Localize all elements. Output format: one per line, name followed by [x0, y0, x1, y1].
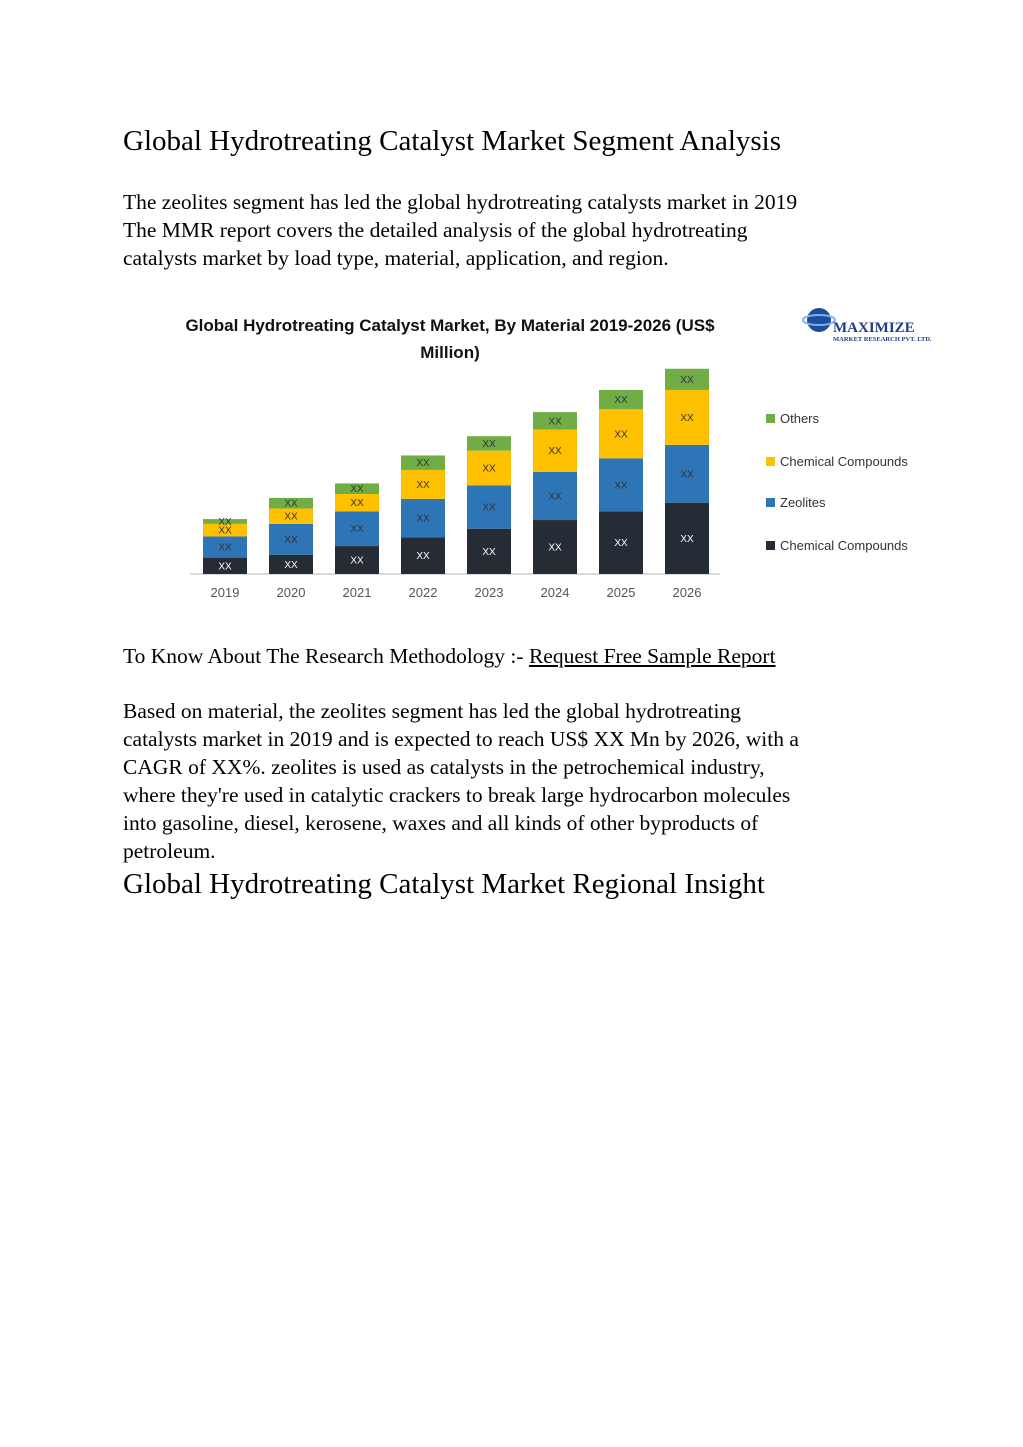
bar-value-label: XX — [284, 559, 298, 571]
bar-value-label: XX — [416, 479, 430, 491]
x-tick-label: 2019 — [210, 585, 240, 600]
bar-value-label: XX — [680, 412, 694, 424]
bar-value-label: XX — [416, 458, 430, 470]
legend-swatch — [766, 498, 775, 507]
legend-label: Zeolites — [780, 495, 826, 510]
bar-value-label: XX — [614, 429, 628, 441]
regional-insight-heading: Global Hydrotreating Catalyst Market Regional Insight — [123, 868, 765, 900]
x-ticks-group — [211, 585, 702, 600]
x-tick-label: 2021 — [342, 585, 372, 600]
x-tick-label: 2023 — [474, 585, 504, 600]
bar-value-label: XX — [350, 524, 364, 536]
intro-paragraph — [123, 188, 913, 272]
bar-value-label: XX — [482, 502, 496, 514]
bar-value-label: XX — [350, 484, 364, 496]
x-tick-label: 2020 — [276, 585, 306, 600]
bar-value-label: XX — [548, 542, 562, 554]
chart-title-line-1: Global Hydrotreating Catalyst Market, By Material 2019-2026 (US$ — [185, 316, 715, 335]
request-sample-link[interactable]: Request Free Sample Report — [528, 644, 776, 668]
bar-value-label: XX — [218, 525, 232, 537]
bar-value-label: XX — [548, 491, 562, 503]
bars-group — [203, 369, 709, 574]
bar-value-label: XX — [614, 480, 628, 492]
bar-value-label: XX — [218, 542, 232, 554]
bar-value-label: XX — [416, 513, 430, 525]
chart-title-line-2: Million) — [420, 343, 480, 362]
maximize-logo-graphic — [800, 304, 960, 348]
logo-tagline: MARKET RESEARCH PVT. LTD. — [833, 336, 932, 343]
body-line: into gasoline, diesel, kerosene, waxes and all kinds of other byproducts of — [123, 811, 759, 835]
bar-value-label: XX — [284, 498, 298, 510]
body-line: where they're used in catalytic crackers to break large hydrocarbon molecules — [123, 783, 791, 807]
legend-swatch — [766, 414, 775, 423]
bar-value-label: XX — [350, 555, 364, 567]
logo-name: MAXIMIZE — [833, 320, 915, 336]
bar-value-label: XX — [284, 534, 298, 546]
bar-value-label: XX — [482, 438, 496, 450]
intro-line: The MMR report covers the detailed analysis of the global hydrotreating — [123, 218, 748, 242]
segment-analysis-heading: Global Hydrotreating Catalyst Market Segment Analysis — [123, 125, 782, 157]
body-line: Based on material, the zeolites segment has led the global hydrotreating — [123, 699, 741, 723]
bar-value-label: XX — [614, 395, 628, 407]
legend-label: Chemical Compounds — [780, 538, 908, 553]
body-line: catalysts market in 2019 and is expected to reach US$ XX Mn by 2026, with a — [123, 727, 799, 751]
x-tick-label: 2026 — [672, 585, 702, 600]
x-tick-label: 2025 — [606, 585, 636, 600]
bar-value-label: XX — [548, 416, 562, 428]
legend-label: Chemical Compounds — [780, 454, 908, 469]
bar-value-label: XX — [482, 546, 496, 558]
x-tick-label: 2024 — [540, 585, 570, 600]
bar-value-label: XX — [350, 498, 364, 510]
bar-value-label: XX — [680, 374, 694, 386]
material-paragraph — [123, 697, 913, 865]
bar-value-label: XX — [416, 551, 430, 563]
intro-line: catalysts market by load type, material, application, and region. — [123, 246, 669, 270]
bar-value-label: XX — [218, 516, 232, 528]
x-tick-label: 2022 — [408, 585, 438, 600]
intro-line: The zeolites segment has led the global hydrotreating catalysts market in 2019 — [123, 190, 798, 214]
bar-value-label: XX — [680, 469, 694, 481]
maximize-logo — [800, 304, 960, 348]
bar-value-label: XX — [284, 511, 298, 523]
bar-value-label: XX — [614, 538, 628, 550]
methodology-prefix: To Know About The Research Methodology :- — [123, 644, 529, 668]
body-line: CAGR of XX%. zeolites is used as catalysts in the petrochemical industry, — [123, 755, 765, 779]
methodology-line — [123, 642, 913, 670]
globe-icon — [807, 308, 831, 332]
legend-swatch — [766, 457, 775, 466]
bar-value-label: XX — [680, 533, 694, 545]
legend — [766, 411, 908, 553]
bar-value-label: XX — [218, 561, 232, 573]
body-line: petroleum. — [123, 839, 216, 863]
bar-value-label: XX — [548, 446, 562, 458]
bar-value-label: XX — [482, 463, 496, 475]
legend-swatch — [766, 541, 775, 550]
legend-label: Others — [780, 411, 820, 426]
